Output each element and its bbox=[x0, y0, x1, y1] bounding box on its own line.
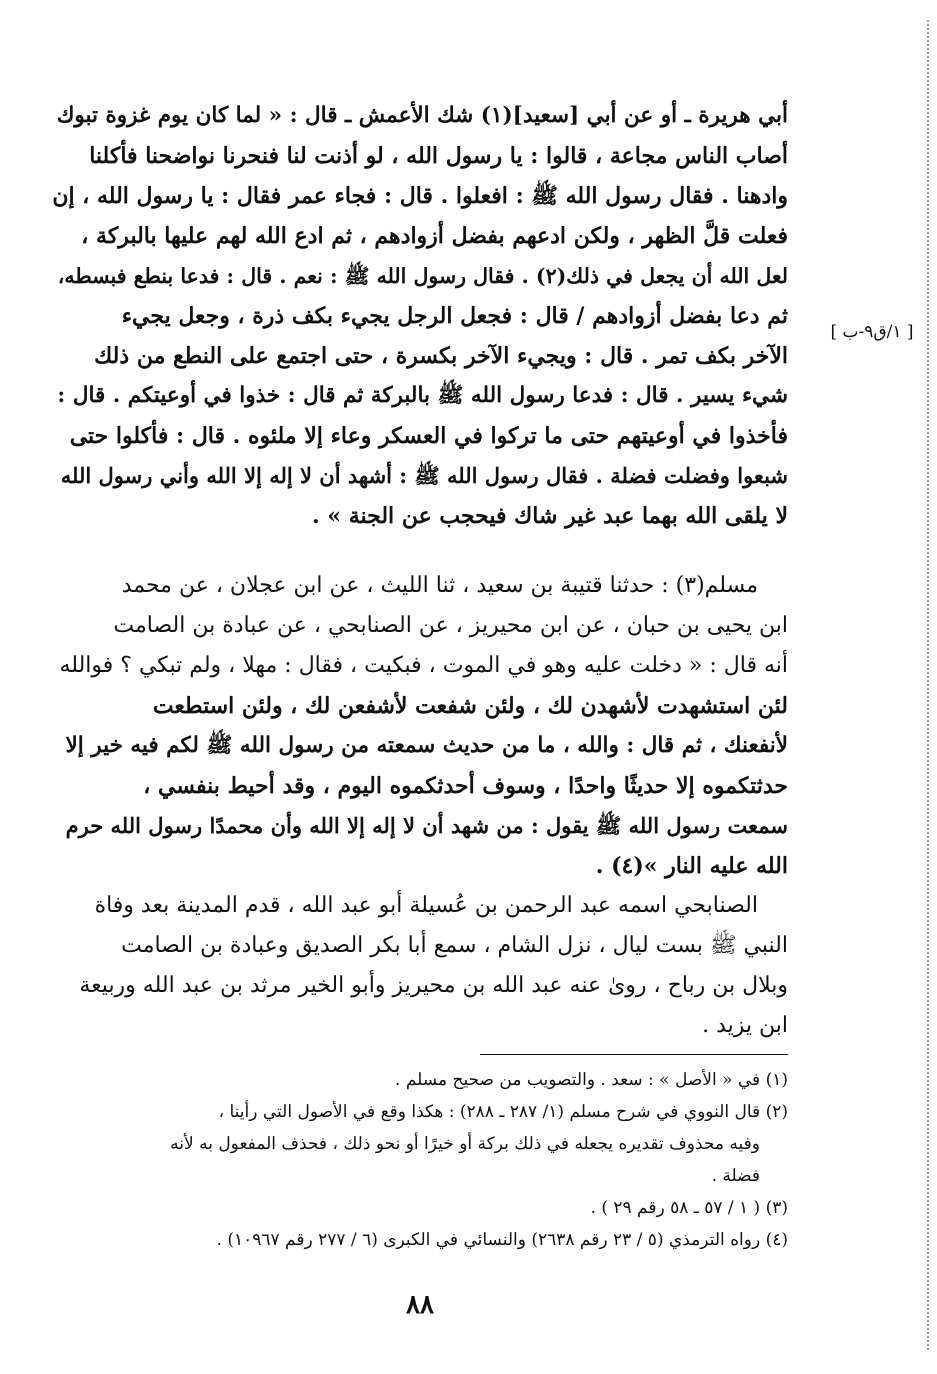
text-line: النبي ﷺ بست ليال ، نزل الشام ، سمع أبا بكر الصديق وعبادة بن الصامت bbox=[121, 933, 788, 958]
footnote-1: (١) في « الأصل » : سعد . والتصويب من صحيح مسلم . bbox=[395, 1070, 788, 1090]
text-line: ثم دعا بفضل أزوادهم / قال : فجعل الرجل يجيء بكف ذرة ، وجعل يجيء bbox=[121, 303, 788, 329]
text-line: حدثتكموه إلا حديثًا واحدًا ، وسوف أحدثكموه اليوم ، وقد أحيط بنفسي ، bbox=[143, 773, 788, 799]
text-line: لا يلقى الله بهما عبد غير شاك فيحجب عن الجنة » . bbox=[311, 503, 788, 529]
text-line: مسلم(٣) : حدثنا قتيبة بن سعيد ، ثنا الليث ، عن ابن عجلان ، عن محمد bbox=[121, 573, 758, 598]
footnote-2-continued: فضلة . bbox=[711, 1166, 760, 1186]
text-line: شبعوا وفضلت فضلة . فقال رسول الله ﷺ : أشهد أن لا إله إلا الله وأني رسول الله bbox=[60, 463, 788, 488]
text-line: شيء يسير . قال : فدعا رسول الله ﷺ بالبركة ثم قال : خذوا في أوعيتكم . قال : bbox=[57, 383, 788, 408]
text-line: وادهنا . فقال رسول الله ﷺ : افعلوا . قال : فجاء عمر فقال : يا رسول الله ، إن bbox=[52, 183, 788, 209]
text-line: وبلال بن رباح ، روىٰ عنه عبد الله بن محيريز وأبو الخير مرثد بن عبد الله وربيعة bbox=[79, 973, 788, 998]
footnote-2-continued: وفيه محذوف تقديره يجعله في ذلك بركة أو خيرًا أو نحو ذلك ، فحذف المفعول به لأنه bbox=[170, 1134, 760, 1154]
paragraph-hadith-tabuk bbox=[50, 96, 788, 536]
text-line: لئن استشهدت لأشهدن لك ، ولئن شفعت لأشفعن لك ، ولئن استطعت bbox=[152, 693, 788, 719]
text-line: الآخر بكف تمر . قال : ويجيء الآخر بكسرة ، حتى اجتمع على النطع من ذلك bbox=[94, 343, 788, 369]
footnote-2: (٢) قال النووي في شرح مسلم (١/ ٢٨٧ ـ ٢٨٨) : هكذا وقع في الأصول التي رأينا ، bbox=[218, 1102, 788, 1122]
text-line: لعل الله أن يجعل في ذلك(٢) . فقال رسول الله ﷺ : نعم . قال : فدعا بنطع فبسطه، bbox=[57, 264, 788, 288]
text-line: أبي هريرة ـ أو عن أبي [سعيد](١) شك الأعمش ـ قال : « لما كان يوم غزوة تبوك bbox=[56, 103, 788, 128]
text-line: لأنفعنك ، ثم قال : والله ، ما من حديث سمعته من رسول الله ﷺ لكم فيه خير إلا bbox=[65, 733, 788, 758]
paragraph-sunabihi-biography bbox=[50, 886, 788, 1046]
text-line: ابن يزيد . bbox=[702, 1013, 788, 1038]
page-edge-dots bbox=[927, 20, 929, 1350]
text-line: أنه قال : « دخلت عليه وهو في الموت ، فبكيت ، فقال : مهلا ، ولم تبكي ؟ فوالله bbox=[59, 653, 788, 678]
text-line: أصاب الناس مجاعة ، قالوا : يا رسول الله ، لو أذنت لنا فنحرنا نواضحنا فأكلنا bbox=[89, 143, 788, 169]
paragraph-muslim-narration bbox=[50, 566, 788, 886]
footnote-separator bbox=[480, 1054, 788, 1055]
text-line: الله عليه النار »(٤) . bbox=[595, 853, 788, 879]
text-line: فأخذوا في أوعيتهم حتى ما تركوا في العسكر وعاء إلا ملئوه . قال : فأكلوا حتى bbox=[69, 423, 788, 449]
text-line: فعلت قلَّ الظهر ، ولكن ادعهم بفضل أزوادهم ، ثم ادع الله لهم عليها بالبركة ، bbox=[81, 223, 788, 249]
footnotes bbox=[50, 1064, 788, 1256]
text-line: سمعت رسول الله ﷺ يقول : من شهد أن لا إله إلا الله وأن محمدًا رسول الله حرم bbox=[65, 813, 788, 838]
manuscript-folio-marker: [ ١/ق٩-ب ] bbox=[830, 322, 914, 342]
text-line: ابن يحيى بن حبان ، عن ابن محيريز ، عن الصنابحي ، عن عبادة بن الصامت bbox=[113, 613, 788, 638]
footnote-4: (٤) رواه الترمذي (٥ / ٢٣ رقم ٢٦٣٨) والنسائي في الكبرى (٦ / ٢٧٧ رقم ١٠٩٦٧) . bbox=[216, 1230, 788, 1250]
page-number: ٨٨ bbox=[406, 1290, 434, 1320]
footnote-3: (٣) ( ١ / ٥٧ ـ ٥٨ رقم ٢٩ ) . bbox=[590, 1198, 788, 1218]
text-line: الصنابحي اسمه عبد الرحمن بن عُسيلة أبو عبد الله ، قدم المدينة بعد وفاة bbox=[94, 893, 758, 918]
